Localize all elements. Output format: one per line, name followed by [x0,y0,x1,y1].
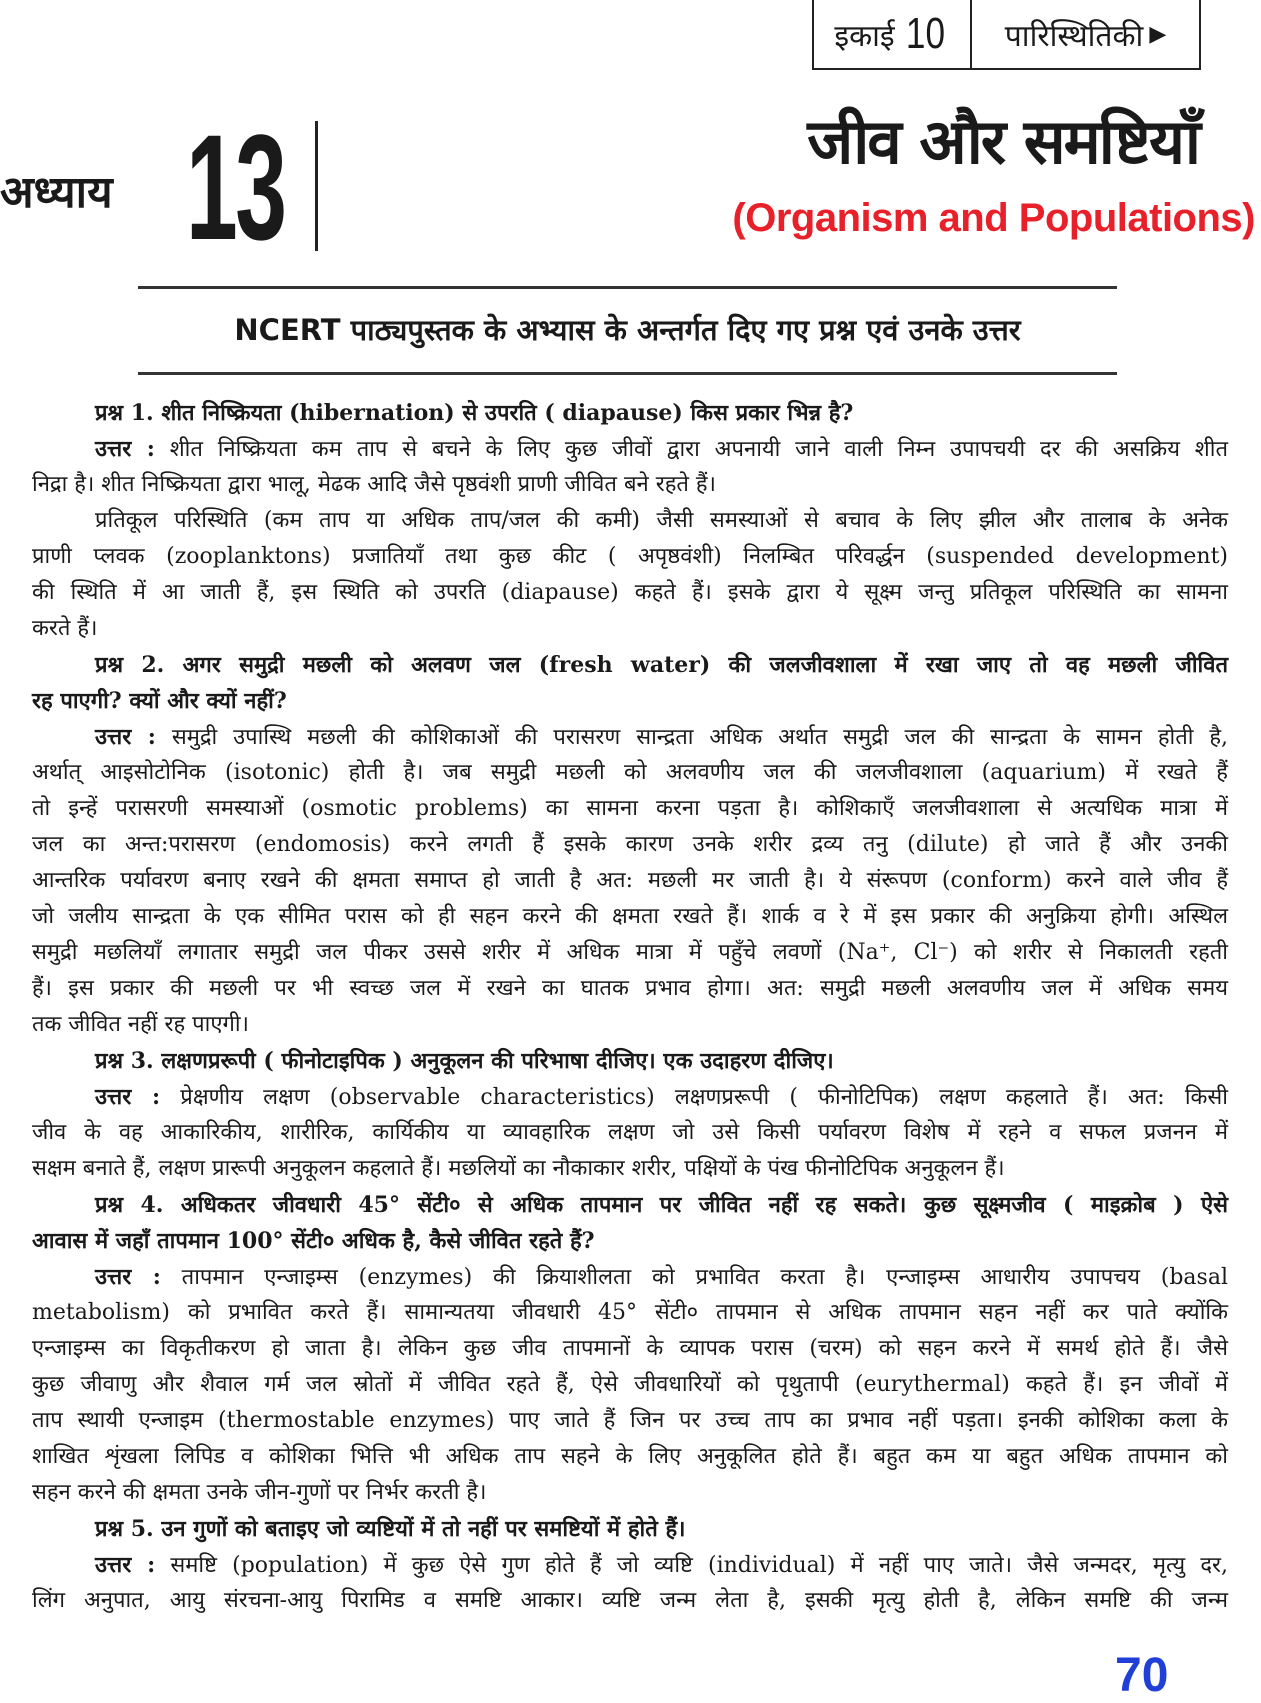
answer-text: सहन करने की क्षमता उनके जीन-गुणों पर निर्भर करती है। [32,1480,487,1505]
answer-label: उत्तर : [95,1084,161,1110]
answer-text: ताप स्थायी एन्जाइम (thermostable enzymes) पाए जाते हैं जिन पर उच्च ताप का प्रभाव नहीं पड़ता। इनकी कोशिका कला के [32,1408,1228,1433]
answer-line [32,1295,1228,1331]
unit-label: इकाई [834,18,895,54]
answer-text: जीव के वह आकारिकीय, शारीरिक, कार्यिकीय या व्यावहारिक लक्षण जो उसे किसी पर्यावरण विशेष में रहने व सफल प्रजनन में [32,1120,1228,1145]
answer-line [32,575,1228,611]
answer-line [32,1115,1228,1151]
answer-line [32,1439,1228,1475]
answer-text: शाखित शृंखला लिपिड व कोशिका भित्ति भी अधिक ताप सहने के लिए अनुकूलित होते हैं। बहुत कम या बहुत अधिक तापमान को [32,1444,1228,1469]
answer-text: प्राणी प्लवक (zooplanktons) प्रजातियाँ तथा कुछ कीट ( अपृष्ठवंशी) निलम्बित परिवर्द्धन (suspended development) [32,544,1228,569]
answer-line [32,1403,1228,1439]
question-line: आवास में जहाँ तापमान 100° सेंटी० अधिक है, कैसे जीवित रहते हैं? [32,1228,595,1254]
answer-text: अर्थात् आइसोटोनिक (isotonic) होती है। जब समुद्री मछली को अलवणीय जल की जलजीवशाला (aquarium) में रखते हैं [32,760,1228,785]
answer-text: जो जलीय सान्द्रता के एक सीमित परास को ही सहन करने की क्षमता रखते हैं। शार्क व रे में इस प्रकार की अनुक्रिया होगी। अस्थिल [32,904,1228,929]
answer-line [32,971,1228,1007]
top-rule [138,286,1117,289]
chapter-divider [315,121,318,251]
unit-title-cell [972,0,1199,68]
answer-text: तक जीवित नहीं रह पाएगी। [32,1012,249,1037]
answer-text: कुछ जीवाणु और शैवाल गर्म जल स्रोतों में जीवित रहते हैं, ऐसे जीवधारियों को पृथुतापी (eurythermal) कहते हैं। इन जीवों में [32,1372,1228,1397]
answer-text: की स्थिति में आ जाती हैं, इस स्थिति को उपरति (diapause) कहते हैं। इसके द्वारा ये सूक्ष्म जन्तु प्रतिकूल परिस्थिति का सामना [32,580,1228,605]
unit-badge [812,0,1201,70]
answer-text: करते हैं। [32,616,98,641]
question-line: प्रश्न 2. अगर समुद्री मछली को अलवण जल (fresh water) की जलजीवशाला में रखा जाए तो वह मछली जीवित [95,652,1228,678]
answer-text: हैं। इस प्रकार की मछली पर भी स्वच्छ जल में रखने का घातक प्रभाव होगा। अत: समुद्री मछली अलवणीय जल में अधिक समय [32,976,1228,1001]
chapter-title-english: (Organism and Populations) [732,196,1255,240]
question-line: प्रश्न 3. लक्षणप्ररूपी ( फीनोटाइपिक ) अनुकूलन की परिभाषा दीजिए। एक उदाहरण दीजिए। [95,1048,834,1074]
answer-text: प्रतिकूल परिस्थिति (कम ताप या अधिक ताप/जल की कमी) जैसी समस्याओं से बचाव के लिए झील और तालाब के अनेक [95,508,1228,533]
triangle-right-icon: ▶ [1149,21,1167,47]
answer-line [32,935,1228,971]
answer-line [32,791,1228,827]
answer-text: समष्टि (population) में कुछ ऐसे गुण होते हैं जो व्यष्टि (individual) में नहीं पाए जाते। जैसे जन्मदर, मृत्यु दर, [155,1553,1228,1578]
section-heading: NCERT पाठ्यपुस्तक के अभ्यास के अन्तर्गत दिए गए प्रश्न एवं उनके उत्तर [234,313,1021,347]
answer-label: उत्तर : [95,724,156,750]
question-line: प्रश्न 4. अधिकतर जीवधारी 45° सेंटी० से अधिक तापमान पर जीवित नहीं रह सकते। कुछ सूक्ष्मजीव ( माइक्रोब ) ऐसे [95,1192,1228,1218]
unit-number: 10 [905,9,945,58]
answer-line [32,1007,1228,1043]
question-line: प्रश्न 1. शीत निष्क्रियता (hibernation) से उपरति ( diapause) किस प्रकार भिन्न है? [95,400,854,426]
chapter-title-hindi: जीव और समष्टियाँ [807,105,1199,178]
answer-text: metabolism) को प्रभावित करते हैं। सामान्यतया जीवधारी 45° सेंटी० तापमान से अधिक तापमान सहन नहीं कर पाते क्योंकि [32,1300,1228,1325]
answer-text: निद्रा है। शीत निष्क्रियता द्वारा भालू, मेढक आदि जैसे पृष्ठवंशी प्राणी जीवित बने रहते हैं। [32,472,716,497]
question-line: रह पाएगी? क्यों और क्यों नहीं? [32,688,287,714]
answer-line [32,503,1228,539]
answer-text: तो इन्हें परासरणी समस्याओं (osmotic problems) का सामना करना पड़ता है। कोशिकाएँ जलजीवशाला से अत्यधिक मात्रा में [32,796,1228,821]
answer-line [32,719,1228,755]
answer-text: आन्तरिक पर्यावरण बनाए रखने की क्षमता समाप्त हो जाती है अत: मछली मर जाती है। ये संरूपण (conform) करने वाले जीव हैं [32,868,1228,893]
answer-text: जल का अन्त:परासरण (endomosis) करने लगती हैं इसके कारण उनके शरीर द्रव्य तनु (dilute) हो जाते हैं और उनकी [32,832,1228,857]
qa-body [32,395,1228,1619]
answer-label: उत्तर : [95,1552,156,1578]
answer-line [32,1331,1228,1367]
answer-text: शीत निष्क्रियता कम ताप से बचने के लिए कुछ जीवों द्वारा अपनायी जाने वाली निम्न उपापचयी दर की असक्रिय शीत [154,437,1228,462]
chapter-label: अध्याय [0,167,113,218]
answer-line [32,827,1228,863]
answer-line [32,1547,1228,1583]
unit-title: पारिस्थितिकी [1004,18,1144,54]
answer-text: समुद्री मछलियाँ लगातार समुद्री जल पीकर उससे शरीर में अधिक मात्रा में पहुँचे लवणों (Na⁺, Cl⁻) को शरीर से निकालती रहती [32,940,1228,965]
answer-line [32,1367,1228,1403]
bottom-rule [138,372,1117,375]
answer-line [32,1151,1228,1187]
answer-line [32,755,1228,791]
answer-text: समुद्री उपास्थि मछली की कोशिकाओं की परासरण सान्द्रता अधिक अर्थात समुद्री जल की सान्द्रता के सामन होती है, [155,725,1228,750]
answer-line [32,467,1228,503]
answer-text: सक्षम बनाते हैं, लक्षण प्रारूपी अनुकूलन कहलाते हैं। मछलियों का नौकाकार शरीर, पक्षियों के पंख फीनोटिपिक अनुकूलन हैं। [32,1156,1005,1181]
answer-label: उत्तर : [95,436,155,462]
unit-number-cell [814,0,972,68]
question-line: प्रश्न 5. उन गुणों को बताइए जो व्यष्टियों में तो नहीं पर समष्टियों में होते हैं। [95,1516,686,1542]
page-number: 70 [1115,1649,1169,1702]
answer-line [32,1079,1228,1115]
answer-text: लिंग अनुपात, आयु संरचना-आयु पिरामिड व समष्टि आकार। व्यष्टि जन्म लेता है, इसकी मृत्यु होती है, लेकिन समष्टि की जन्म [32,1588,1228,1613]
answer-line [32,431,1228,467]
chapter-number: 13 [186,103,285,271]
answer-text: एन्जाइम्स का विकृतीकरण हो जाता है। लेकिन कुछ जीव तापमानों के व्यापक परास (चरम) को सहन करने में समर्थ होते हैं। जैसे [32,1336,1228,1361]
answer-line [32,1475,1228,1511]
answer-line [32,899,1228,935]
answer-line [32,863,1228,899]
answer-line [32,1259,1228,1295]
answer-line [32,1583,1228,1619]
answer-text: तापमान एन्जाइम्स (enzymes) की क्रियाशीलता को प्रभावित करता है। एन्जाइम्स आधारीय उपापचय (basal [160,1265,1228,1290]
answer-text: प्रेक्षणीय लक्षण (observable characteristics) लक्षणप्ररूपी ( फीनोटिपिक) लक्षण कहलाते हैं। अत: किसी [160,1085,1228,1110]
answer-label: उत्तर : [95,1264,161,1290]
answer-line [32,539,1228,575]
answer-line [32,611,1228,647]
